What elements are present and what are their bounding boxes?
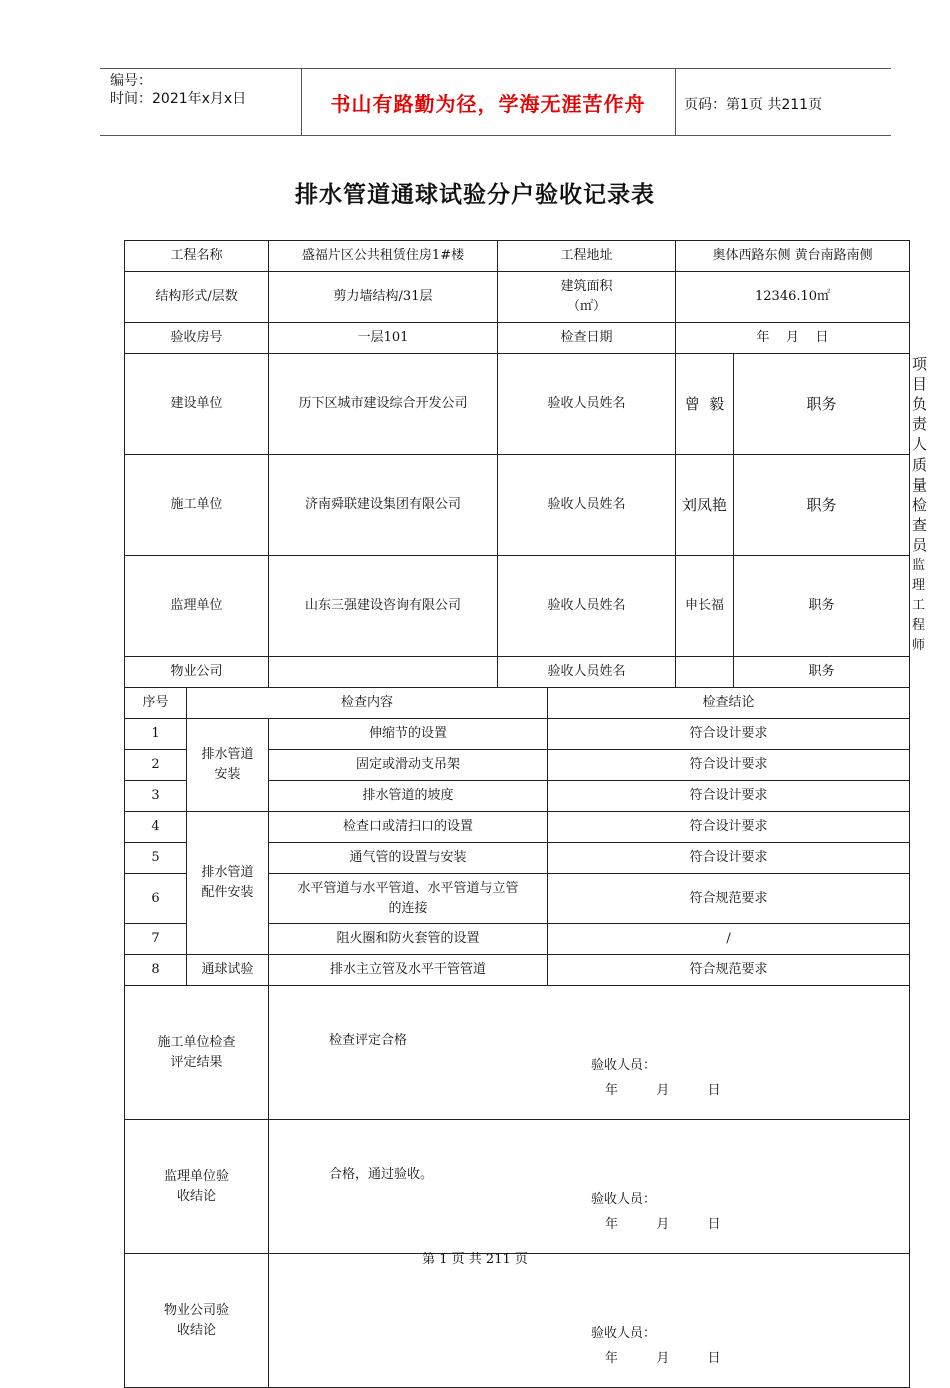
check-item: 阻火圈和防火套管的设置 [269,924,548,955]
structure-value: 剪力墙结构/31层 [269,272,498,323]
check-no: 4 [125,812,187,843]
project-name-value: 盛福片区公共租赁住房1#楼 [269,241,498,272]
conclusion-text: 合格，通过验收。 [329,1167,434,1182]
unit-name [269,657,498,688]
no-header: 序号 [125,688,187,719]
inspector-label: 验收人员： [591,1192,657,1207]
check-row [125,719,910,750]
checklist-header-row [125,688,910,719]
project-name-label: 工程名称 [125,241,269,272]
check-result: 符合设计要求 [548,719,910,750]
unit-row [125,657,910,688]
unit-duty-label: 职务 [734,657,910,688]
check-item: 固定或滑动支吊架 [269,750,548,781]
check-item: 检查口或清扫口的设置 [269,812,548,843]
inspection-record-table [124,240,928,1388]
check-row [125,955,910,986]
check-group-label: 排水管道安装 [187,719,269,812]
area-label [498,272,676,323]
content-header: 检查内容 [187,688,548,719]
check-result: 符合设计要求 [548,812,910,843]
check-date-value: 年 月 日 [676,323,910,354]
header-top-rule [100,68,891,69]
check-result: / [548,924,910,955]
unit-label: 监理单位 [125,556,269,657]
header-bottom-rule [100,135,891,136]
unit-duty-label: 职务 [734,354,910,455]
unit-row: 监理单位 山东三强建设咨询有限公司 验收人员姓名 申长福 职务 监理工程师 [125,556,910,657]
check-no: 5 [125,843,187,874]
unit-person-label: 验收人员姓名 [498,354,676,455]
check-item: 伸缩节的设置 [269,719,548,750]
header-number-label: 编号： [110,73,152,89]
check-item: 通气管的设置与安装 [269,843,548,874]
header-page-info: 页码：第1页 共211页 [684,97,823,113]
date-month: 月 [656,1351,670,1366]
conclusion-row [125,1254,910,1388]
room-row [125,323,910,354]
check-group-label: 通球试验 [187,955,269,986]
unit-person-label: 验收人员姓名 [498,455,676,556]
conclusion-label: 物业公司验收结论 [125,1254,269,1388]
unit-row: 施工单位 济南舜联建设集团有限公司 验收人员姓名 刘凤艳 职务 质量检查员 [125,455,910,556]
unit-name: 济南舜联建设集团有限公司 [269,455,498,556]
check-item: 排水主立管及水平干管管道 [269,955,548,986]
header-motto: 书山有路勤为径，学海无涯苦作舟 [330,92,646,116]
check-result: 符合设计要求 [548,781,910,812]
unit-person: 申长福 [676,556,734,657]
project-name-row [125,241,910,272]
check-result: 符合规范要求 [548,955,910,986]
conclusion-body [269,1254,910,1388]
area-label-line1: 建筑面积 [560,279,613,294]
check-no: 3 [125,781,187,812]
conclusion-row [125,986,910,1120]
structure-row [125,272,910,323]
conclusion-body [269,986,910,1120]
room-label: 验收房号 [125,323,269,354]
sign-date [605,1349,721,1369]
check-group-label: 排水管道配件安装 [187,812,269,955]
unit-name: 历下区城市建设综合开发公司 [269,354,498,455]
sign-date [605,1081,721,1101]
document-title: 排水管道通球试验分户验收记录表 [295,181,655,208]
check-no: 8 [125,955,187,986]
conclusion-text: 检查评定合格 [329,1033,408,1048]
check-no: 6 [125,874,187,924]
unit-row: 建设单位 历下区城市建设综合开发公司 验收人员姓名 曾 毅 职务 项目负责人 [125,354,910,455]
date-year: 年 [605,1351,619,1366]
conclusion-body [269,1120,910,1254]
date-day: 日 [707,1083,721,1098]
unit-person-label: 验收人员姓名 [498,556,676,657]
inspector-label: 验收人员： [591,1326,657,1341]
unit-label: 施工单位 [125,455,269,556]
check-result: 符合设计要求 [548,843,910,874]
date-day: 日 [707,1217,721,1232]
unit-person-label: 验收人员姓名 [498,657,676,688]
project-address-value: 奥体西路东侧 黄台南路南侧 [676,241,910,272]
check-no: 7 [125,924,187,955]
unit-duty-label: 职务 [734,455,910,556]
check-row [125,812,910,843]
date-month: 月 [656,1217,670,1232]
unit-person [676,657,734,688]
check-item: 排水管道的坡度 [269,781,548,812]
unit-duty-label: 职务 [734,556,910,657]
unit-person: 刘凤艳 [676,455,734,556]
date-year: 年 [605,1217,619,1232]
date-year: 年 [605,1083,619,1098]
check-date-label: 检查日期 [498,323,676,354]
unit-person: 曾 毅 [676,354,734,455]
unit-name: 山东三强建设咨询有限公司 [269,556,498,657]
structure-label: 结构形式/层数 [125,272,269,323]
area-label-line2: （㎡） [567,299,607,314]
unit-label: 建设单位 [125,354,269,455]
inspector-label: 验收人员： [591,1058,657,1073]
header-time: 时间：2021年x月x日 [110,91,247,107]
header-meta [110,72,246,108]
date-month: 月 [656,1083,670,1098]
project-address-label: 工程地址 [498,241,676,272]
date-day: 日 [707,1351,721,1366]
check-no: 2 [125,750,187,781]
conclusion-label: 监理单位验收结论 [125,1120,269,1254]
result-header: 检查结论 [548,688,910,719]
check-result: 符合设计要求 [548,750,910,781]
sign-date [605,1215,721,1235]
check-no: 1 [125,719,187,750]
unit-label: 物业公司 [125,657,269,688]
area-value: 12346.10㎡ [676,272,910,323]
page-footer: 第 1 页 共 211 页 [422,1252,528,1267]
check-result: 符合规范要求 [548,874,910,924]
header-divider-right [675,68,676,136]
check-item: 水平管道与水平管道、水平管道与立管的连接 [269,874,548,924]
room-value: 一层101 [269,323,498,354]
conclusion-label: 施工单位检查评定结果 [125,986,269,1120]
conclusion-row [125,1120,910,1254]
